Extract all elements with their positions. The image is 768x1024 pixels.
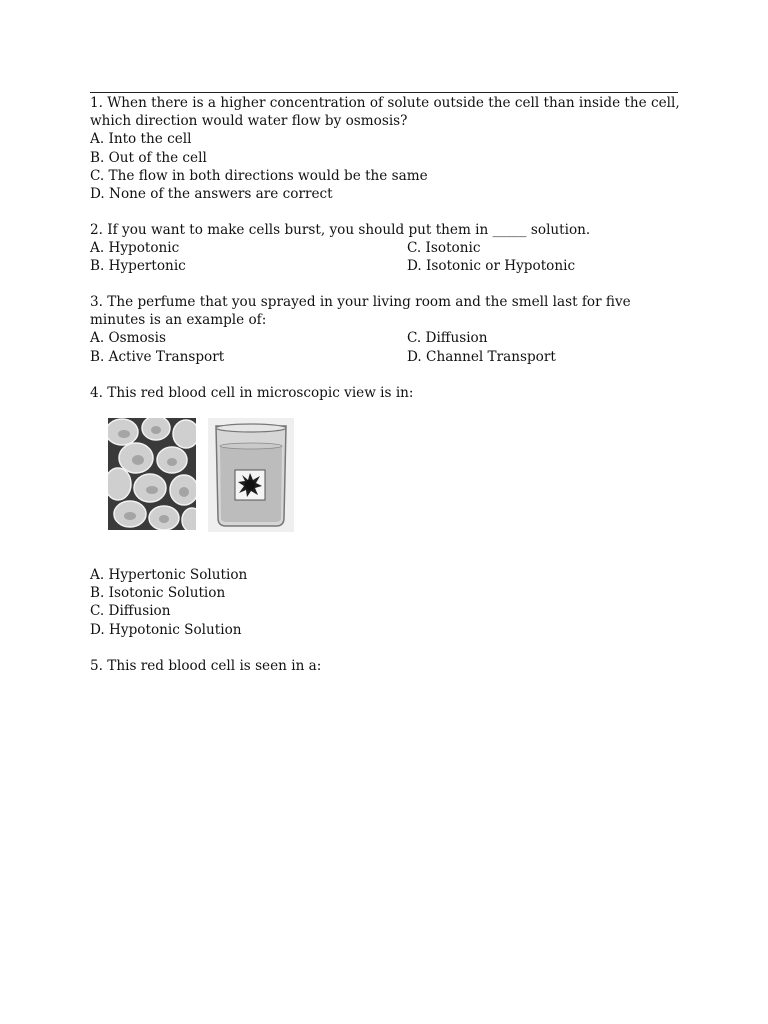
question-2-option-d: D. Isotonic or Hypotonic: [407, 258, 576, 275]
question-2-option-a: A. Hypotonic: [90, 240, 180, 257]
question-4-option-c: C. Diffusion: [90, 603, 171, 620]
question-2-row-2: [90, 257, 680, 275]
question-3-option-b: B. Active Transport: [90, 348, 225, 365]
microscopic-red-blood-cells-image: [108, 418, 196, 530]
question-5-stem: 5. This red blood cell is seen in a:: [90, 658, 322, 674]
question-4-option-b: B. Isotonic Solution: [90, 585, 226, 602]
question-3-option-d: D. Channel Transport: [407, 348, 556, 365]
top-rule: [90, 92, 678, 93]
question-2: [90, 221, 680, 276]
question-4-stem-block: [90, 384, 680, 402]
question-1-option-c: C. The flow in both directions would be the same: [90, 167, 428, 184]
question-4-option-a: A. Hypertonic Solution: [90, 567, 248, 583]
beaker-with-cell-image: [208, 418, 294, 532]
question-3-row-1: [90, 329, 680, 347]
question-3: [90, 293, 680, 366]
question-1-option-a: A. Into the cell: [90, 131, 192, 148]
question-3-option-a: A. Osmosis: [90, 330, 166, 347]
question-4-option-d: D. Hypotonic Solution: [90, 621, 242, 638]
question-4-figures: [108, 418, 298, 532]
question-2-option-c: C. Isotonic: [407, 240, 481, 257]
question-1-option-d: D. None of the answers are correct: [90, 186, 333, 203]
question-5: [90, 657, 680, 675]
question-1-option-b: B. Out of the cell: [90, 149, 207, 166]
question-4-stem: 4. This red blood cell in microscopic view is in:: [90, 385, 414, 401]
question-3-option-c: C. Diffusion: [407, 330, 488, 347]
question-2-row-1: [90, 239, 680, 257]
question-2-option-b: B. Hypertonic: [90, 258, 186, 275]
question-2-stem: 2. If you want to make cells burst, you should put them in _____ solution.: [90, 222, 591, 238]
question-3-row-2: [90, 348, 680, 366]
question-1: [90, 94, 680, 203]
question-1-stem: 1. When there is a higher concentration of solute outside the cell than inside the cell, which direction would water flow by osmosis?: [90, 95, 680, 130]
question-4-options: [90, 566, 680, 639]
question-3-stem: 3. The perfume that you sprayed in your living room and the smell last for five minutes is an example of:: [90, 294, 631, 329]
